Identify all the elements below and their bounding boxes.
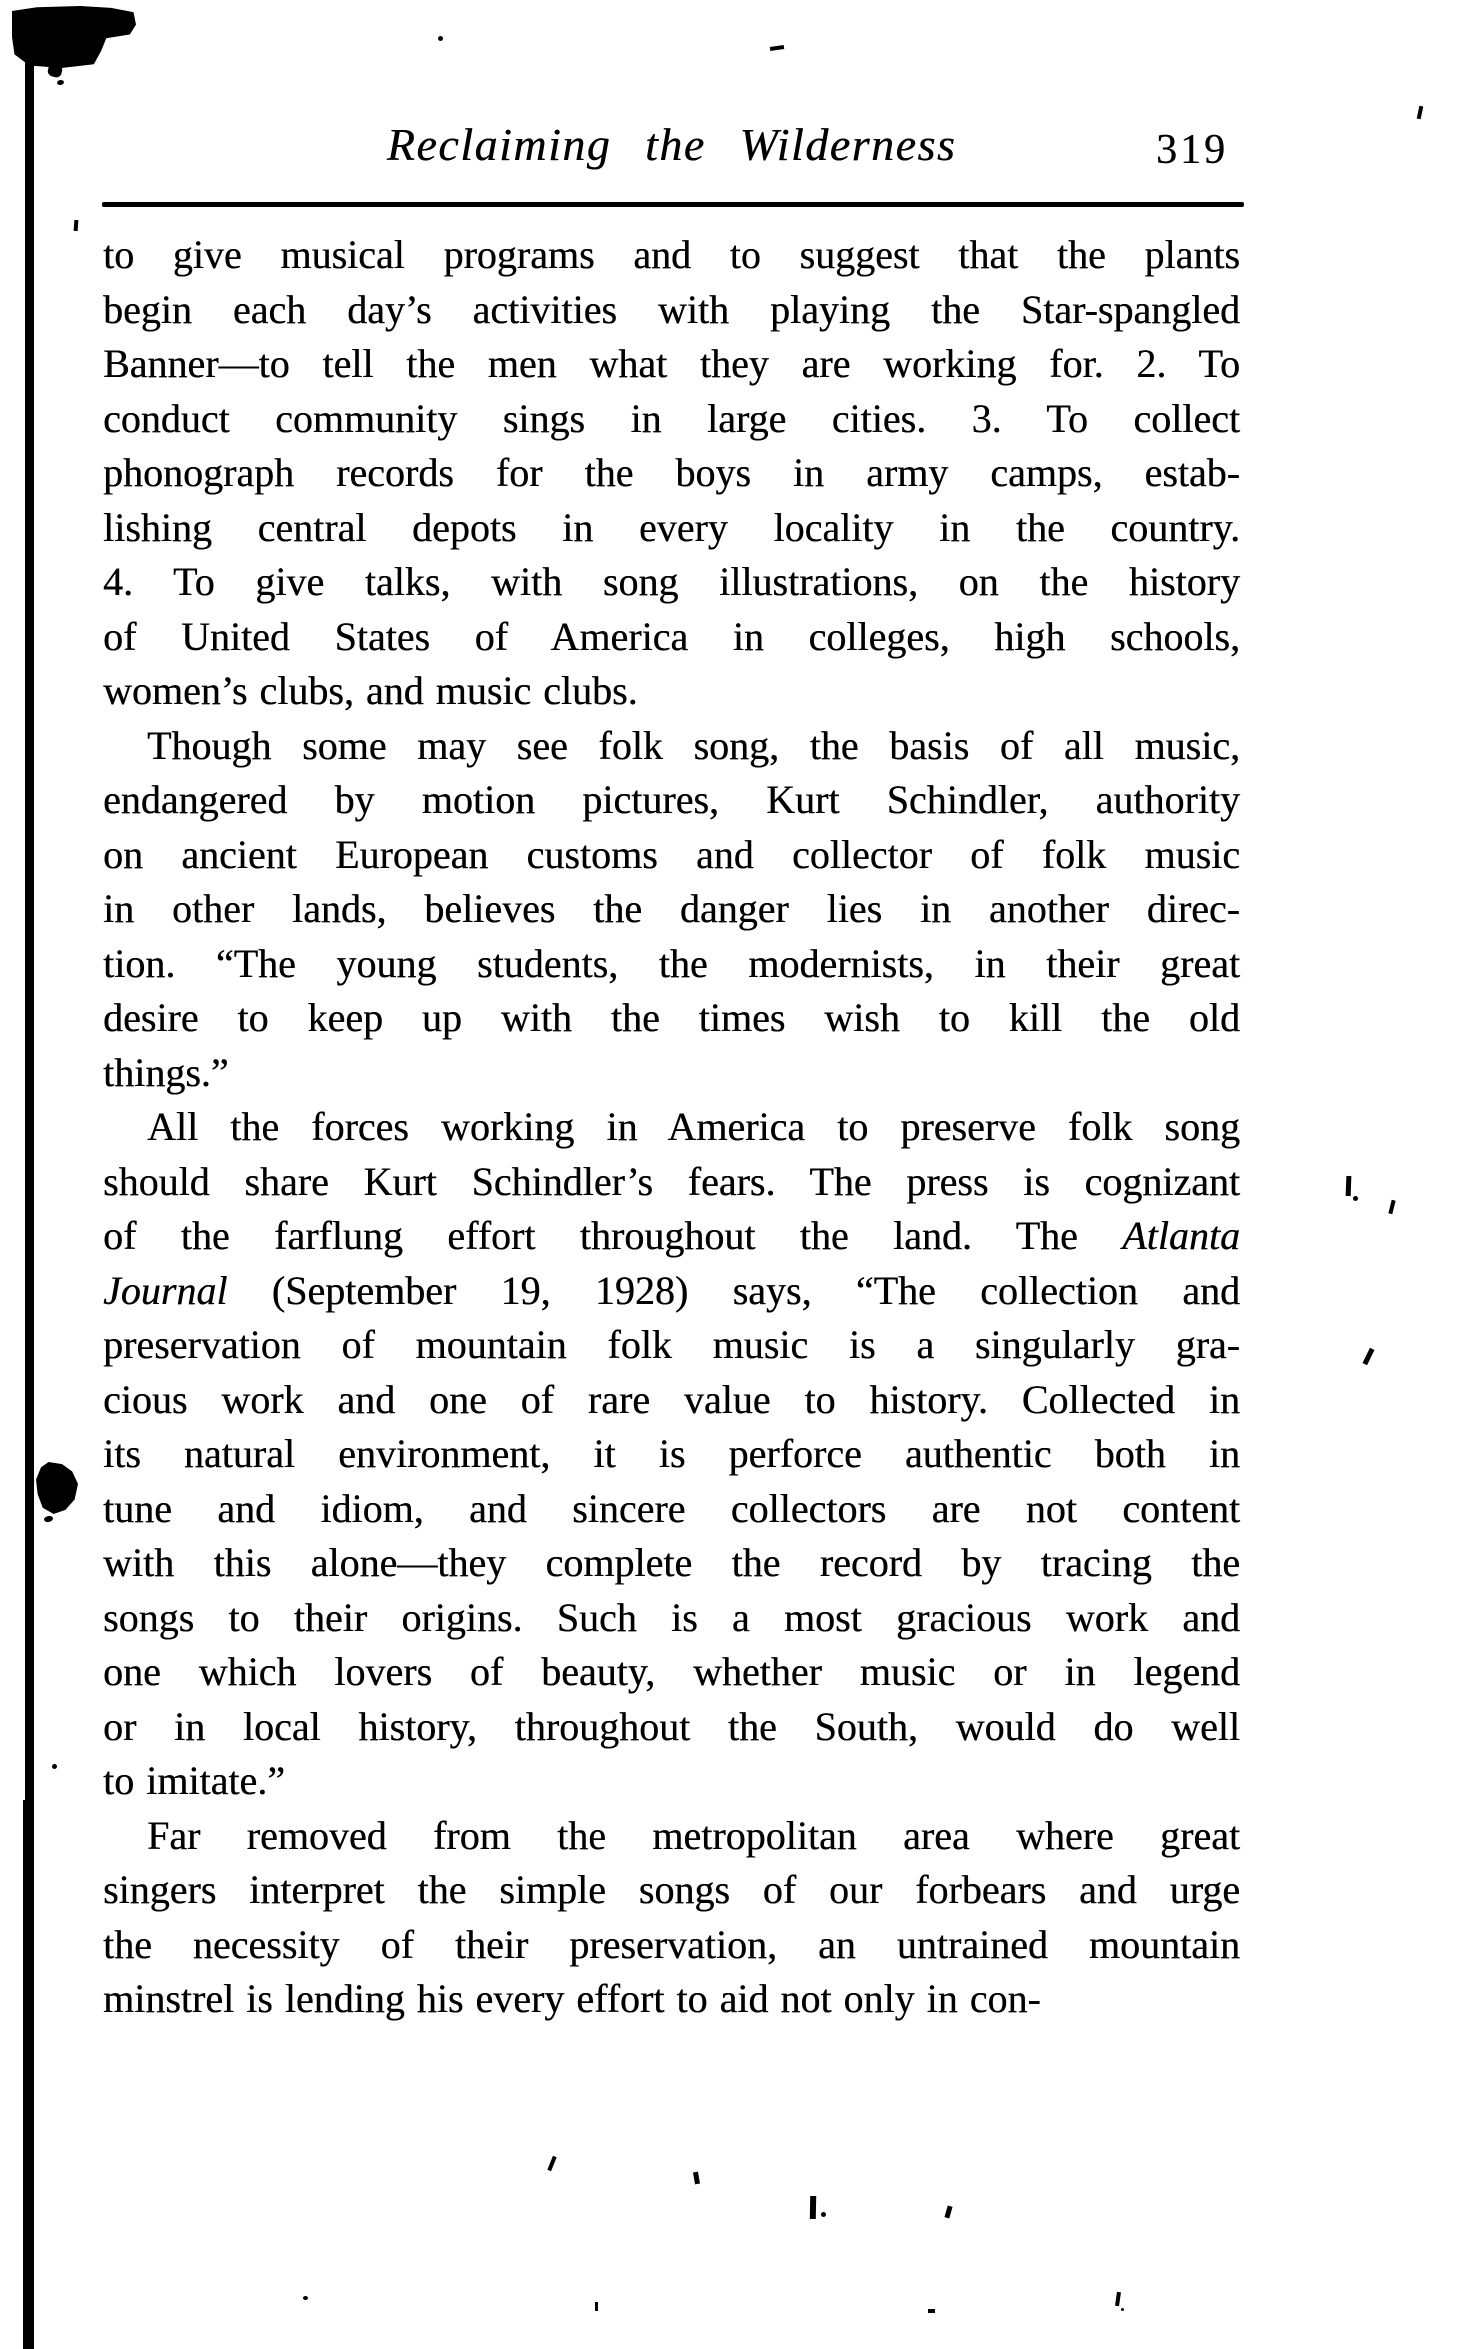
ink-blob-top-left (12, 6, 136, 68)
ink-speck (1363, 1348, 1375, 1365)
ink-speck (52, 1764, 57, 1769)
ink-speck (770, 45, 784, 51)
text-line: phonograph records for the boys in army camps, estab- (103, 450, 1240, 495)
ink-speck (928, 2309, 935, 2313)
text-line: of the farflung effort throughout the land. The Atlanta (103, 1213, 1240, 1258)
text-line: endangered by motion pictures, Kurt Schindler, authority (103, 777, 1240, 822)
ink-speck (1417, 106, 1424, 120)
text-line: to imitate.” (103, 1758, 285, 1803)
ink-speck (303, 2296, 308, 2300)
paragraph (103, 1100, 1240, 1809)
spine-line-lower (23, 1800, 33, 2349)
text-line: Journal (September 19, 1928) says, “The collection and (103, 1267, 1240, 1313)
text-line: begin each day’s activities with playing the Star-spangled (103, 286, 1240, 332)
text-line: one which lovers of beauty, whether music or in legend (103, 1649, 1240, 1694)
ink-speck (57, 79, 65, 85)
text-line: or in local history, throughout the South, would do well (103, 1703, 1240, 1749)
text-line: women’s clubs, and music clubs. (103, 668, 638, 713)
paragraph (103, 719, 1240, 1101)
ink-speck (693, 2172, 700, 2185)
text-line: the necessity of their preservation, an untrained mountain (103, 1921, 1240, 1967)
text-line: conduct community sings in large cities. 3. To collect (103, 395, 1240, 441)
text-line: of United States of America in colleges, high schools, (103, 613, 1240, 659)
text-line: things.” (103, 1049, 229, 1095)
text-line: tion. “The young students, the modernists, in their great (103, 940, 1240, 986)
text-line: cious work and one of rare value to history. Collected in (103, 1376, 1240, 1422)
ink-speck (74, 220, 79, 231)
ink-speck (1388, 1200, 1395, 1215)
text-line: 4. To give talks, with song illustrations, on the history (103, 559, 1240, 604)
ink-speck (438, 36, 443, 41)
page-title: Reclaiming the Wilderness (386, 119, 957, 170)
ink-blob-left (36, 1462, 78, 1514)
page-number: 319 (1156, 127, 1228, 173)
ink-speck (810, 2196, 816, 2219)
text-line: songs to their origins. Such is a most gracious work and (103, 1594, 1240, 1640)
text-line: on ancient European customs and collector of folk music (103, 831, 1240, 877)
text-line: lishing central depots in every locality in the country. (103, 504, 1240, 550)
ink-speck (1121, 2308, 1124, 2311)
body-text (103, 228, 1240, 2027)
text-line: preservation of mountain folk music is a singularly gra- (103, 1322, 1240, 1367)
text-line: with this alone—they complete the record by tracing the (103, 1540, 1240, 1585)
text-line: tune and idiom, and sincere collectors are not content (103, 1485, 1240, 1531)
text-line: minstrel is lending his every effort to aid not only in con- (103, 1976, 1041, 2021)
ink-speck (944, 2206, 952, 2219)
text-line: Banner—to tell the men what they are working for. 2. To (103, 341, 1240, 386)
text-line: All the forces working in America to preserve folk song (147, 1104, 1240, 1149)
ink-speck (1115, 2292, 1121, 2306)
paragraph (103, 1809, 1240, 2027)
paragraph (103, 228, 1240, 719)
ink-speck (1353, 1196, 1358, 1201)
ink-speck (595, 2302, 598, 2311)
text-line: desire to keep up with the times wish to kill the old (103, 995, 1240, 1040)
text-line: in other lands, believes the danger lies in another direc- (103, 886, 1240, 931)
ink-speck (1346, 1176, 1352, 1196)
text-line: should share Kurt Schindler’s fears. The press is cognizant (103, 1158, 1240, 1204)
text-line: singers interpret the simple songs of our forbears and urge (103, 1867, 1240, 1912)
ink-speck (547, 2156, 556, 2171)
ink-speck (821, 2212, 826, 2217)
text-line: Though some may see folk song, the basis of all music, (147, 722, 1240, 768)
text-line: Far removed from the metropolitan area where great (147, 1812, 1240, 1858)
text-line: to give musical programs and to suggest that the plants (103, 232, 1240, 277)
text-line: its natural environment, it is perforce authentic both in (103, 1431, 1240, 1476)
header-rule (102, 202, 1244, 207)
ink-speck (43, 1515, 53, 1523)
